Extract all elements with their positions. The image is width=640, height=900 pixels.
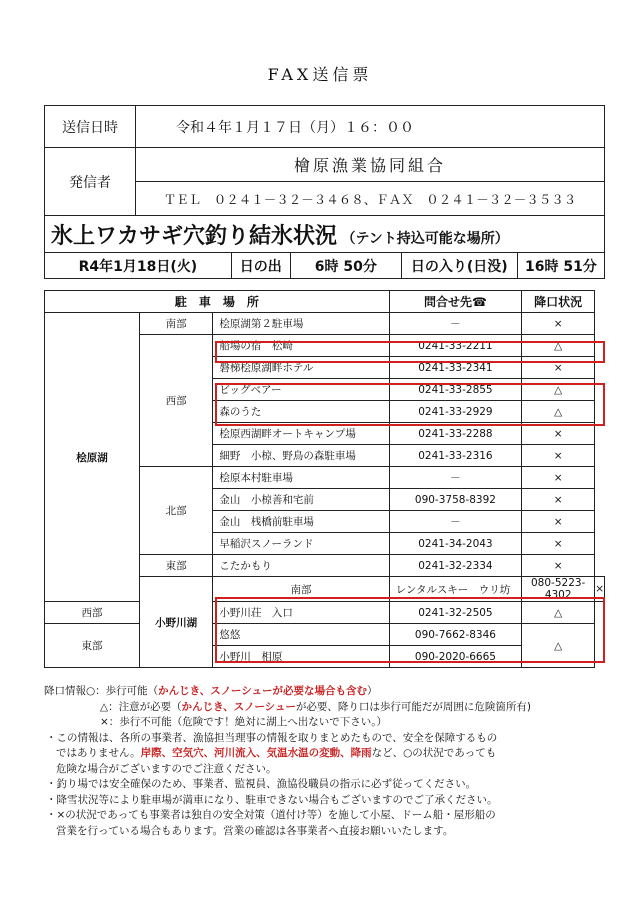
fax-title: FAX送信票 <box>267 65 373 84</box>
status-mark: × <box>522 533 595 555</box>
parking-name: 早稲沢スノーランド <box>213 533 389 555</box>
note-1-end: 危険な場合がございますのでご注意ください。 <box>56 762 277 775</box>
parking-name: 悠悠 <box>213 624 389 646</box>
date-label: 送信日時 <box>45 106 136 148</box>
header-table <box>44 105 605 279</box>
phone-number: 0241-33-2341 <box>389 357 521 379</box>
area-label: 南部 <box>139 313 212 335</box>
status-mark: △ <box>522 379 595 401</box>
phone-number: － <box>389 467 521 489</box>
status-mark: × <box>522 423 595 445</box>
parking-name: 桧原湖第２駐車場 <box>213 313 389 335</box>
main-title: 氷上ワカサギ穴釣り結氷状況 <box>51 223 338 249</box>
status-mark: × <box>522 357 595 379</box>
parking-name: 金山 小椋善和宅前 <box>213 489 389 511</box>
highlight-box <box>215 597 605 663</box>
note-1-cont: ではありません。岸際、空気穴、河川流入、気温水温の変動、降雨など、○の状況であっても <box>56 747 497 759</box>
note-1: ・この情報は、各所の事業者、漁協担当理事の情報を取りまとめたもので、安全を保障するもの <box>46 731 498 744</box>
phone-number: 0241-33-2316 <box>389 445 521 467</box>
status-mark: × <box>522 511 595 533</box>
area-label: 北部 <box>139 467 212 555</box>
parking-name: 森のうた <box>213 401 389 423</box>
status-mark: × <box>522 445 595 467</box>
sender-name: 檜原漁業協同組合 <box>136 148 605 182</box>
area-label: 東部 <box>139 555 212 577</box>
area-label: 西部 <box>45 602 140 624</box>
main-title-sub: （テント持込可能な場所） <box>341 230 509 247</box>
legend-ok: 降口情報○：歩行可能（かんじき、スノーシューが必要な場合も含む） <box>44 685 378 697</box>
phone-number: － <box>389 511 521 533</box>
phone-number: 0241-33-2211 <box>389 335 521 357</box>
parking-name: 磐梯桧原湖畔ホテル <box>213 357 389 379</box>
phone-number: － <box>389 313 521 335</box>
phone-number: 080-5223-4302 <box>522 577 595 602</box>
parking-name: 小野川 相原 <box>213 646 389 668</box>
note-3: ・降雪状況等により駐車場が満車になり、駐車できない場合もございますのでご了承ください。 <box>46 793 498 806</box>
sunset-label: 日の入り(日没) <box>401 253 517 279</box>
parking-name: ビッグベアー <box>213 379 389 401</box>
status-mark: × <box>522 555 595 577</box>
status-header: 降口状況 <box>522 291 595 313</box>
parking-name: 船場の宿 松崎 <box>213 335 389 357</box>
status-mark: △ <box>522 602 595 624</box>
legend-no: ×：歩行不可能（危険です！絶対に湖上へ出ないで下さい。） <box>100 716 388 728</box>
date-value: 令和４年１月１７日（月）１６：００ <box>136 106 605 148</box>
main-title-row <box>45 216 605 253</box>
parking-header: 駐 車 場 所 <box>45 291 390 313</box>
status-mark: × <box>522 313 595 335</box>
status-mark: △ <box>522 401 595 423</box>
note-4: ・×の状況であっても事業者は独自の安全対策（道付け等）を施して小屋、ドーム船・屋形船の <box>46 809 496 821</box>
phone-number: 0241-32-2505 <box>389 602 521 624</box>
notes <box>44 684 614 839</box>
highlight-box <box>215 341 605 363</box>
legend-caution: △：注意が必要（かんじき、スノーシューが必要、降り口は歩行可能だが周囲に危険箇所有) <box>100 700 532 713</box>
lake-name: 小野川湖 <box>139 577 212 668</box>
phone-number: 090-2020-6665 <box>389 646 521 668</box>
note-4-cont: 営業を行っている場合もあります。営業の確認は各事業者へ直接お願いいたします。 <box>56 824 454 837</box>
phone-number: 0241-33-2288 <box>389 423 521 445</box>
sunset-value: 16時 51分 <box>517 253 604 279</box>
status-mark: △ <box>522 624 595 668</box>
parking-name: 桧原西湖畔オートキャンプ場 <box>213 423 389 445</box>
sender-contact: ＴＥＬ ０２４１－３２－３４６８、ＦＡＸ ０２４１－３２－３５３３ <box>136 182 605 216</box>
status-mark: × <box>595 577 605 602</box>
area-label: 南部 <box>213 577 389 602</box>
report-date: R4年1月18日(火) <box>45 253 232 279</box>
phone-number: 090-7662-8346 <box>389 624 521 646</box>
highlight-box <box>215 383 605 426</box>
area-label: 西部 <box>139 335 212 467</box>
lake-name: 桧原湖 <box>45 313 140 602</box>
sunrise-value: 6時 50分 <box>290 253 401 279</box>
parking-name: 小野川荘 入口 <box>213 602 389 624</box>
phone-number: 0241-34-2043 <box>389 533 521 555</box>
area-label: 東部 <box>45 624 140 668</box>
phone-number: 0241-33-2929 <box>389 401 521 423</box>
status-mark: △ <box>522 335 595 357</box>
sender-label: 発信者 <box>45 148 136 216</box>
parking-name: こたかもり <box>213 555 389 577</box>
phone-number: 0241-32-2334 <box>389 555 521 577</box>
parking-name: 金山 桟橋前駐車場 <box>213 511 389 533</box>
parking-name: レンタルスキー ウリ坊 <box>389 577 521 602</box>
parking-name: 細野 小椋、野鳥の森駐車場 <box>213 445 389 467</box>
phone-number: 0241-33-2855 <box>389 379 521 401</box>
note-2: ・釣り場では安全確保のため、事業者、監視員、漁協役職員の指示に必ず従ってください。 <box>46 778 477 790</box>
contact-header: 問合せ先☎ <box>389 291 521 313</box>
parking-name: 桧原本村駐車場 <box>213 467 389 489</box>
status-mark: × <box>522 489 595 511</box>
status-mark: × <box>522 467 595 489</box>
phone-number: 090-3758-8392 <box>389 489 521 511</box>
sunrise-label: 日の出 <box>231 253 290 279</box>
